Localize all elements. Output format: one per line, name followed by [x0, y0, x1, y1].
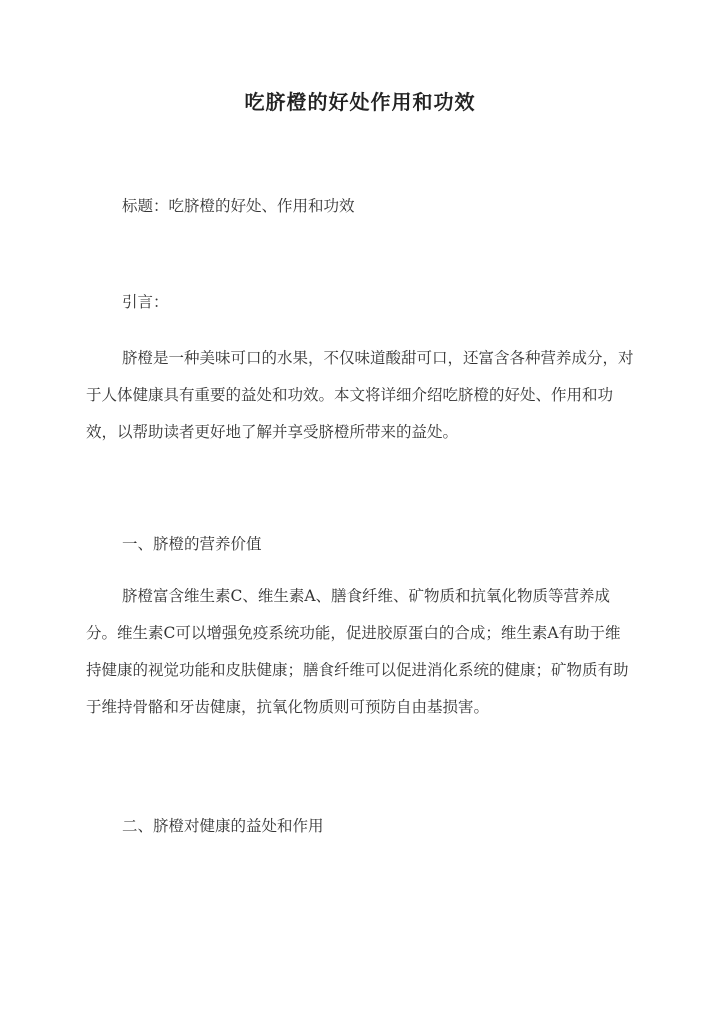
section-1-heading: 一、脐橙的营养价值: [122, 535, 262, 553]
intro-label: 引言：: [122, 293, 169, 311]
section-1-paragraph: 脐橙富含维生素C、维生素A、膳食纤维、矿物质和抗氧化物质等营养成分。维生素C可以增强免疫系统功能，促进胶原蛋白的合成；维生素A有助于维持健康的视觉功能和皮肤健康；膳食纤维可以促进消化系统的健康；矿物质有助于维持骨骼和牙齿健康，抗氧化物质则可预防自由基损害。: [86, 587, 629, 716]
document-title: 吃脐橙的好处作用和功效: [244, 90, 476, 114]
subtitle-line: 标题：吃脐橙的好处、作用和功效: [122, 197, 355, 215]
section-2-heading: 二、脐橙对健康的益处和作用: [122, 817, 324, 835]
intro-paragraph: 脐橙是一种美味可口的水果，不仅味道酸甜可口，还富含各种营养成分，对于人体健康具有重要的益处和功效。本文将详细介绍吃脐橙的好处、作用和功效，以帮助读者更好地了解并享受脐橙所带来的益处。: [86, 349, 634, 441]
